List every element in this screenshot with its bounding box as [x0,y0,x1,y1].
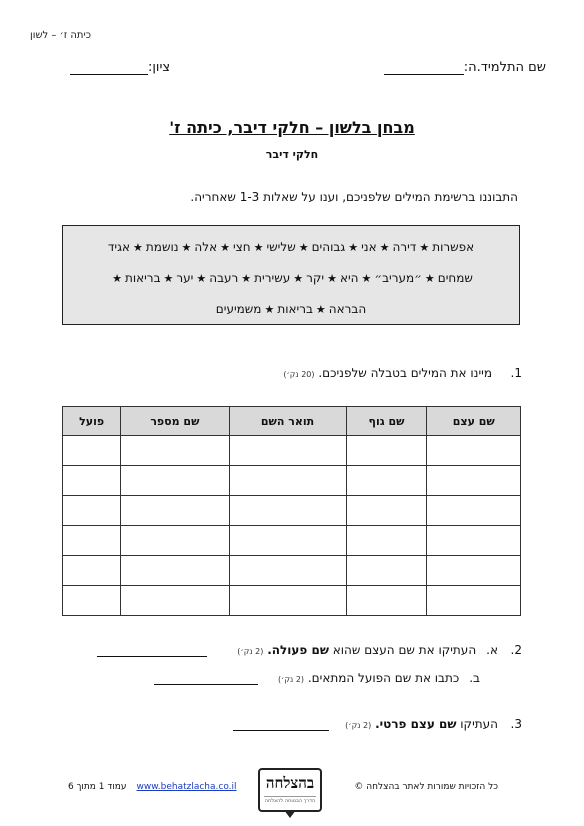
logo-pointer-shape [284,810,296,818]
star-icon: ★ [348,241,359,254]
word-bank-item: אלה [194,240,218,254]
word-bank [62,225,520,325]
star-icon: ★ [361,272,372,285]
question-2a [97,642,522,657]
question-1-text: מיינו את המילים בטבלה שלפניכם. [318,366,492,380]
word-bank-item: הבראה [328,302,367,316]
table-cell[interactable] [121,466,229,496]
question-2a-text: העתיקו את שם העצם שהוא [332,643,477,657]
table-cell[interactable] [427,586,521,616]
table-cell[interactable] [121,556,229,586]
star-icon: ★ [196,272,207,285]
table-cell[interactable] [427,526,521,556]
table-cell[interactable] [346,496,427,526]
table-row [63,556,521,586]
question-2a-answer-blank[interactable] [97,642,207,657]
table-header-cell: שם עצם [427,407,521,436]
question-3-bold: שם עצם פרטי. [375,717,457,731]
star-icon: ★ [379,241,390,254]
star-icon: ★ [315,303,326,316]
question-2b-letter: ב. [469,671,480,685]
sorting-table [62,406,521,616]
footer-copyright: כל הזכויות שמורות לאתר בהצלחה © [354,782,498,792]
word-bank-row [71,294,511,325]
word-bank-item: שלישי [266,240,296,254]
logo-text: בהצלחה [265,774,315,792]
word-bank-item: עשירית [254,271,291,285]
footer-left [68,782,237,792]
grade-blank[interactable] [70,60,148,75]
star-icon: ★ [163,272,174,285]
table-cell[interactable] [427,436,521,466]
star-icon: ★ [133,241,143,254]
table-cell[interactable] [346,526,427,556]
table-header-cell: תואר השם [229,407,346,436]
question-2a-letter: א. [486,643,498,657]
table-header-cell: שם גוף [346,407,427,436]
behatzlacha-logo [258,768,322,812]
star-icon: ★ [181,241,192,254]
table-cell[interactable] [427,556,521,586]
question-1-points: (20 נק׳) [283,370,315,379]
question-2b-points: (2 נק׳) [277,675,305,684]
word-bank-item: דירה [392,240,417,254]
star-icon: ★ [241,272,252,285]
intro-text: התבוננו ברשימת המילים שלפניכם, וענו על שאלות 1-3 שאחריה. [190,190,518,204]
footer-page-number: עמוד 1 מתוך 6 [68,782,127,792]
star-icon: ★ [419,241,430,254]
table-row [63,526,521,556]
table-cell[interactable] [63,526,121,556]
word-bank-item: אפשרות [432,240,475,254]
question-2b [154,670,480,685]
table-header-cell: פועל [63,407,121,436]
grade-label: ציון: [148,60,171,75]
logo-tagline: הדרך הבטוחה להצלחה [264,798,316,804]
table-row [63,586,521,616]
student-name-blank[interactable] [384,60,464,75]
table-cell[interactable] [63,436,121,466]
star-icon: ★ [264,303,275,316]
star-icon: ★ [253,241,264,254]
word-bank-item: גבוהים [311,240,346,254]
table-row [63,496,521,526]
word-bank-item: חצי [232,240,251,254]
table-header-cell: שם מספר [121,407,229,436]
table-cell[interactable] [229,496,346,526]
table-cell[interactable] [229,466,346,496]
table-row [63,466,521,496]
word-bank-item: ״מעריב״ [374,271,422,285]
question-3-text: העתיקו [460,717,498,731]
question-2a-bold: שם פעולה. [267,643,329,657]
star-icon: ★ [220,241,230,254]
word-bank-item: רעבה [209,271,239,285]
table-cell[interactable] [229,586,346,616]
question-2b-text: כתבו את שם הפועל המתאים. [307,671,460,685]
footer-site-link[interactable]: www.behatzlacha.co.il [136,782,237,792]
word-bank-item: היא [339,271,359,285]
question-3-answer-blank[interactable] [233,716,329,731]
table-row [63,436,521,466]
word-bank-row [71,232,511,263]
star-icon: ★ [327,272,337,285]
table-cell[interactable] [427,466,521,496]
student-name-field [384,60,546,75]
table-cell[interactable] [229,436,346,466]
table-cell[interactable] [121,436,229,466]
student-name-label: שם התלמיד.ה: [463,60,546,75]
word-bank-item: נושמת [145,240,179,254]
grade-field [70,60,170,75]
question-2b-answer-blank[interactable] [154,670,258,685]
table-cell[interactable] [63,496,121,526]
word-bank-item: אגיד [107,240,131,254]
word-bank-item: יער [176,271,194,285]
question-2-number: 2. [510,643,522,657]
word-bank-item: בריאות [277,302,313,316]
question-3 [233,716,522,731]
table-cell[interactable] [63,586,121,616]
question-3-number: 3. [510,717,522,731]
question-2a-points: (2 נק׳) [237,647,264,656]
word-bank-item: שמחים [437,271,473,285]
page-subtitle: חלקי דיבר [265,148,319,161]
table-cell[interactable] [346,586,427,616]
table-cell[interactable] [121,496,229,526]
table-cell[interactable] [229,526,346,556]
star-icon: ★ [424,272,435,285]
header-subject: כיתה ז׳ – לשון [30,30,92,41]
table-header-row [63,407,521,436]
question-3-points: (2 נק׳) [345,721,372,730]
word-bank-item: משמיעים [215,302,262,316]
star-icon: ★ [112,272,122,285]
question-1 [283,366,522,380]
table-cell[interactable] [63,556,121,586]
star-icon: ★ [298,241,309,254]
question-1-number: 1. [510,366,522,380]
table-cell[interactable] [346,436,427,466]
word-bank-item: אני [361,240,377,254]
table-cell[interactable] [346,466,427,496]
star-icon: ★ [293,272,304,285]
table-cell[interactable] [121,526,229,556]
table-cell[interactable] [427,496,521,526]
table-cell[interactable] [63,466,121,496]
word-bank-item: יקר [306,271,325,285]
word-bank-row [71,263,511,294]
word-bank-item: בריאות [124,271,161,285]
page-title: מבחן בלשון – חלקי דיבר, כיתה ז' [169,118,415,137]
table-cell[interactable] [346,556,427,586]
table-cell[interactable] [229,556,346,586]
table-cell[interactable] [121,586,229,616]
